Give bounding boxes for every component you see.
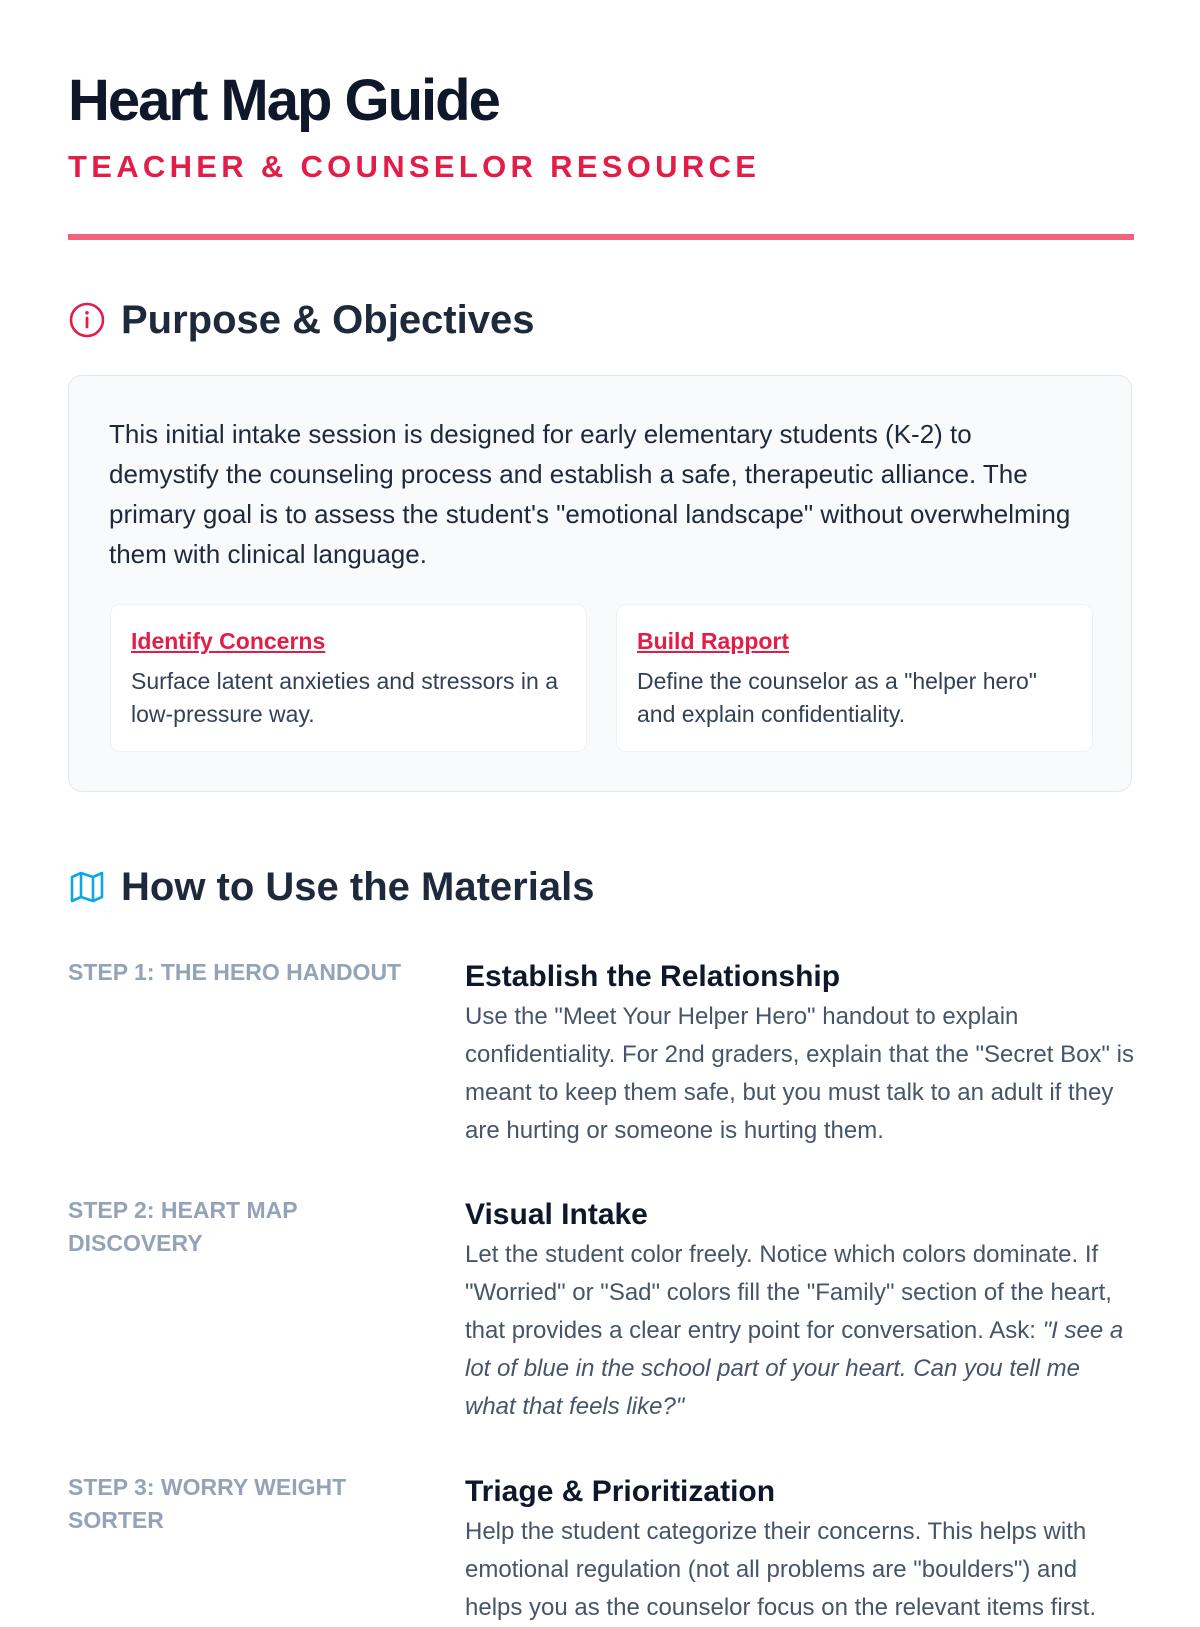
objective-text: Surface latent anxieties and stressors in a low-pressure way. (131, 668, 559, 727)
section-title-purpose: Purpose & Objectives (121, 298, 535, 342)
step-label: STEP 2: HEART MAP DISCOVERY (68, 1197, 298, 1256)
step-title: Triage & Prioritization (465, 1475, 776, 1508)
map-icon (68, 868, 106, 906)
step-text: Help the student categorize their concerns. This helps with emotional regulation (not all problems are "boulders") and helps you as the counselor focus on the relevant items first. (465, 1518, 1096, 1621)
section-title-materials: How to Use the Materials (121, 865, 595, 909)
objective-card-identify-concerns (110, 604, 587, 752)
objective-text: Define the counselor as a "helper hero" and explain confidentiality. (637, 668, 1037, 727)
document-header (68, 66, 1134, 184)
section-heading-materials (68, 864, 594, 910)
step-description (465, 998, 1135, 1150)
page-title: Heart Map Guide (68, 68, 499, 133)
step-text: Let the student color freely. Notice which colors dominate. If "Worried" or "Sad" colors fill the "Family" section of the heart, that provides a clear entry point for conversation. Ask: (465, 1241, 1112, 1344)
step-title: Establish the Relationship (465, 960, 841, 993)
info-icon (68, 301, 106, 339)
objective-link-identify-concerns[interactable]: Identify Concerns (131, 628, 326, 654)
step-label: STEP 1: THE HERO HANDOUT (68, 959, 402, 985)
objective-card-build-rapport (616, 604, 1093, 752)
section-heading-purpose (68, 297, 534, 343)
purpose-description: This initial intake session is designed for early elementary students (K-2) to demystify the counseling process and establish a safe, therapeutic alliance. The primary goal is to assess the student's "emotional landscape" without overwhelming them with clinical language. (109, 419, 1071, 569)
step-description (465, 1236, 1135, 1426)
purpose-card (68, 375, 1132, 792)
step-label: STEP 3: WORRY WEIGHT SORTER (68, 1474, 347, 1533)
step-text: Use the "Meet Your Helper Hero" handout to explain confidentiality. For 2nd graders, explain that the "Secret Box" is meant to keep them safe, but you must talk to an adult if they are hurting or someone is hurting them. (465, 1003, 1134, 1144)
header-divider (68, 234, 1134, 240)
step-quote: "I see a lot of blue in the school part of your heart. Can you tell me what that feels like?" (465, 1317, 1124, 1420)
page-subtitle: TEACHER & COUNSELOR RESOURCE (68, 149, 761, 184)
step-description (465, 1513, 1135, 1627)
step-title: Visual Intake (465, 1198, 648, 1231)
objective-link-build-rapport[interactable]: Build Rapport (637, 628, 790, 654)
